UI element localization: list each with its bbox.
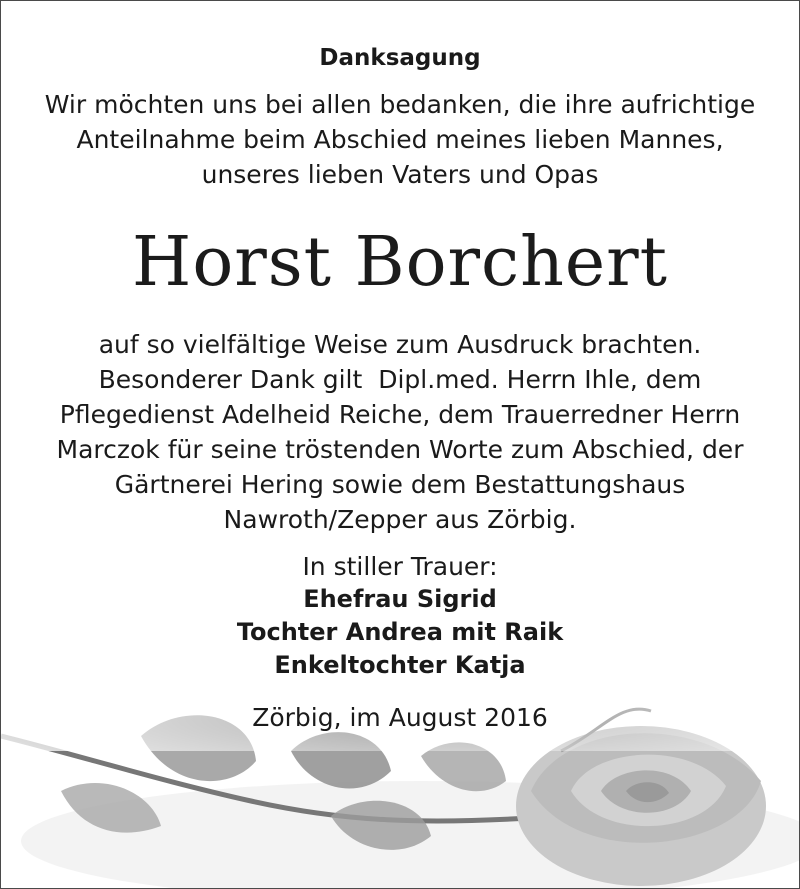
- heading-danksagung: Danksagung: [319, 45, 481, 71]
- intro-line: Anteilnahme beim Abschied meines lieben Mannes,: [76, 125, 724, 154]
- body-line: Besonderer Dank gilt Dipl.med. Herrn Ihle, dem: [98, 365, 702, 394]
- mourner-name: Tochter Andrea mit Raik: [236, 618, 564, 646]
- intro-text: [1, 87, 799, 192]
- mourner-name: Enkeltochter Katja: [274, 651, 526, 679]
- body-line: auf so vielfältige Weise zum Ausdruck brachten.: [98, 330, 702, 359]
- mourning-section: [1, 550, 799, 682]
- place-date: Zörbig, im August 2016: [252, 703, 548, 732]
- intro-line: unseres lieben Vaters und Opas: [201, 160, 599, 189]
- body-line: Pflegedienst Adelheid Reiche, dem Trauerredner Herrn: [59, 400, 741, 429]
- body-line: Nawroth/Zepper aus Zörbig.: [223, 505, 577, 534]
- mourner-name: Ehefrau Sigrid: [303, 585, 497, 613]
- mourning-intro: In stiller Trauer:: [302, 552, 498, 581]
- intro-line: Wir möchten uns bei allen bedanken, die ihre aufrichtige: [44, 90, 756, 119]
- thanks-body: [1, 327, 799, 537]
- body-line: Marczok für seine tröstenden Worte zum Abschied, der: [56, 435, 744, 464]
- body-line: Gärtnerei Hering sowie dem Bestattungshaus: [114, 470, 686, 499]
- deceased-name: Horst Borchert: [132, 223, 668, 302]
